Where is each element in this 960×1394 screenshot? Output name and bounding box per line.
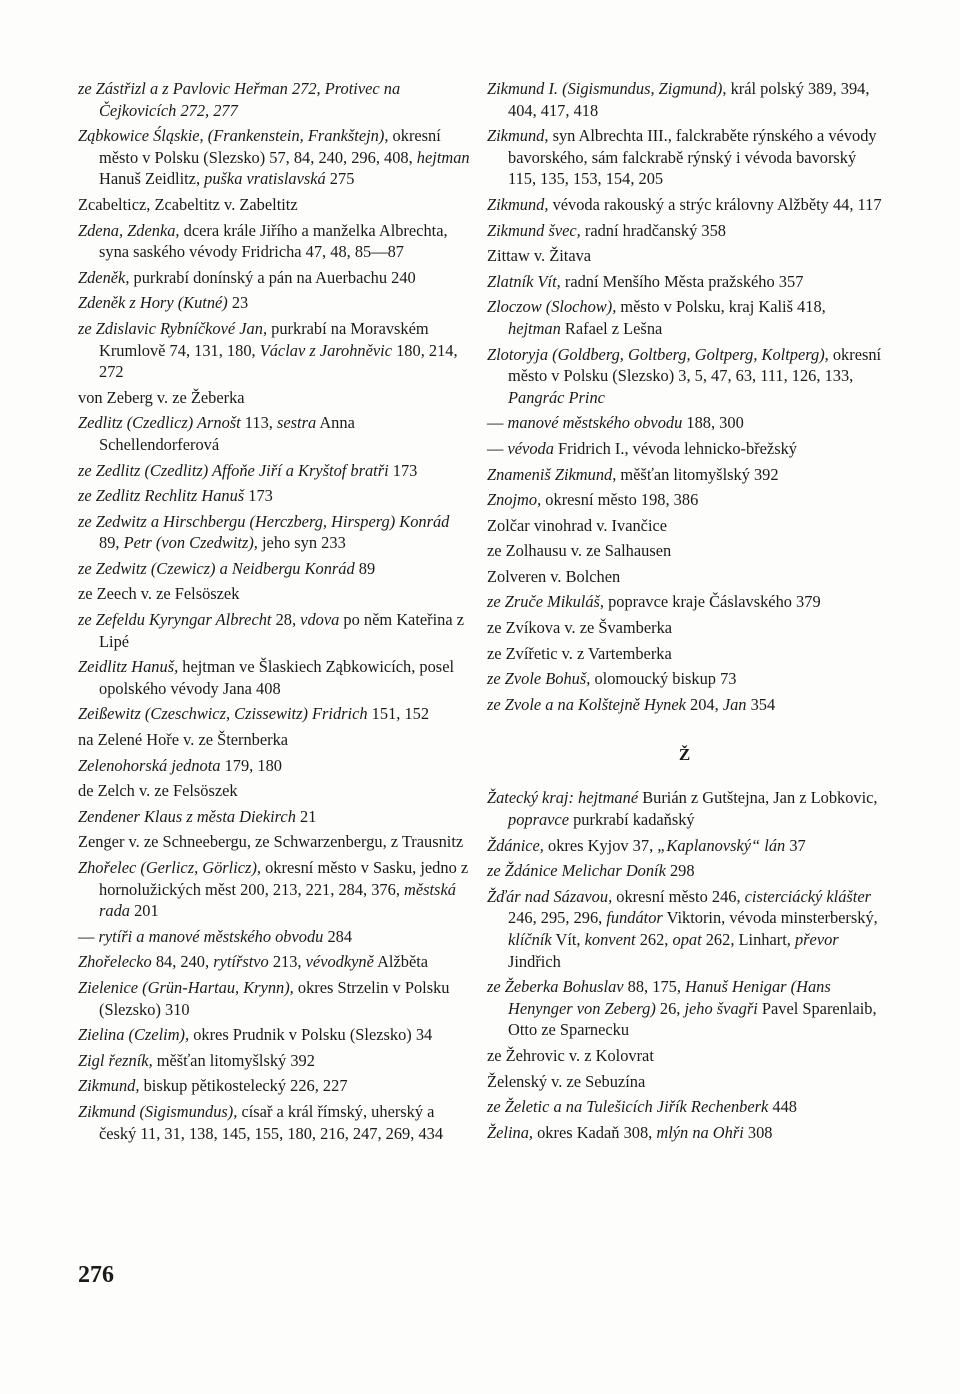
entry-italic-text: manové městského obvodu xyxy=(507,413,683,433)
index-entry xyxy=(487,464,882,486)
entry-text: purkrabí donínský a pán na Auerbachu 240 xyxy=(129,267,416,287)
entry-text: biskup pětikostelecký 226, 227 xyxy=(139,1076,348,1096)
entry-italic-text: ze Ždánice Melichar Doník xyxy=(487,861,666,881)
entry-text: 308 xyxy=(743,1122,773,1142)
entry-italic-text: Zdeněk, xyxy=(78,267,130,287)
entry-italic-text: Zhořelecko xyxy=(78,952,152,972)
index-entry xyxy=(487,860,882,882)
entry-text: 179, 180 xyxy=(220,755,282,775)
entry-italic-text: opat xyxy=(672,930,702,949)
entry-text: — xyxy=(78,926,99,946)
entry-italic-text: Zhořelec (Gerlicz, Görlicz), xyxy=(78,858,261,877)
right-column-top-entries xyxy=(487,78,886,715)
entry-text: 151, 152 xyxy=(367,704,430,724)
index-entry xyxy=(78,1075,473,1097)
left-column xyxy=(78,78,473,1144)
entry-italic-text: převor xyxy=(794,930,839,949)
entry-text: okres Prudnik v Polsku (Slezsko) 34 xyxy=(189,1025,433,1045)
entry-italic-text: Zigl řezník, xyxy=(78,1050,153,1070)
entry-text: ze Zolhausu v. ze Salhausen xyxy=(487,541,672,561)
entry-italic-text: vdova xyxy=(300,610,340,630)
index-entry xyxy=(78,780,473,802)
entry-text: 89, xyxy=(99,511,454,553)
entry-italic-text: Zloczow (Slochow), xyxy=(487,297,617,317)
index-entry xyxy=(487,296,882,339)
entry-text: 284 xyxy=(323,926,353,946)
entry-italic-text: klíčník xyxy=(508,930,552,949)
entry-text: měšťan litomyšlský 392 xyxy=(616,464,779,484)
entry-text: Pavel Sparenlaib, Otto ze Sparnecku xyxy=(508,998,881,1040)
entry-text: král polský 389, 394, 404, 417, 418 xyxy=(508,79,874,120)
entry-text: Rafael z Lešna xyxy=(560,318,663,338)
entry-text: jeho syn 233 xyxy=(257,533,346,553)
index-entry xyxy=(78,412,473,455)
entry-text: okres Kadaň 308, xyxy=(533,1122,657,1142)
index-entry xyxy=(487,1071,882,1093)
entry-text: Zittaw v. Žitava xyxy=(487,246,592,266)
entry-italic-text: konvent xyxy=(584,930,636,949)
entry-text: purkrabí kadaňský xyxy=(569,810,695,830)
entry-text: dcera krále Jiřího a manželka Albrechta, syna saského vévody Fridricha 47, 48, 85—87 xyxy=(99,220,452,262)
index-entry xyxy=(487,617,882,639)
entry-text: de Zelch v. ze Felsöszek xyxy=(78,781,238,801)
entry-italic-text: Zeißewitz (Czeschwicz, Czissewitz) Fridrich xyxy=(78,704,368,724)
entry-italic-text: Znojmo, xyxy=(487,490,542,510)
entry-italic-text: Václav z Jarohněvic xyxy=(259,340,393,360)
entry-italic-text: Zendener Klaus z města Diekirch xyxy=(78,806,296,826)
entry-italic-text: Zelenohorská jednota xyxy=(78,755,221,775)
index-entry xyxy=(487,1045,882,1067)
entry-text: okresní město 198, 386 xyxy=(541,490,699,510)
index-entry xyxy=(78,831,473,853)
entry-text: ze Zvíkova v. ze Švamberka xyxy=(487,618,673,638)
entry-text: 246, 295, 296, xyxy=(508,886,876,928)
entry-text: purkrabí na Moravském Krumlově 74, 131, 180, xyxy=(99,318,433,360)
entry-italic-text: rytířstvo xyxy=(213,952,269,972)
entry-italic-text: Zeidlitz Hanuš, xyxy=(78,657,179,677)
entry-italic-text: Zielina (Czelim), xyxy=(78,1025,190,1045)
index-entry xyxy=(487,220,882,242)
right-column xyxy=(487,78,886,1143)
entry-text: okres Kyjov 37, xyxy=(543,835,658,855)
entry-text: císař a král římský, uherský a český 11, 31, 138, 145, 155, 180, 216, 247, 269, 434 xyxy=(99,1101,444,1143)
index-entry xyxy=(487,886,882,972)
entry-italic-text: ze Želetic a na Tulešicích Jiřík Rechenberk xyxy=(487,1097,769,1117)
entry-text: Hanuš Zeidlitz, xyxy=(99,147,474,189)
entry-italic-text: Zdena, Zdenka, xyxy=(78,220,180,240)
index-entry xyxy=(487,515,882,537)
index-entry xyxy=(78,220,473,263)
entry-italic-text: ze Zdislavic Rybníčkové Jan, xyxy=(78,318,268,338)
entry-italic-text: Znameniš Zikmund, xyxy=(487,464,617,484)
index-entry xyxy=(487,438,882,460)
entry-text: syn Albrechta III., falckraběte rýnského a vévody bavorského, sám falckrabě rýnský i vévoda bavorský 115, 135, 153, 154, 205 xyxy=(508,126,881,189)
entry-text: okres Strzelin v Polsku (Slezsko) 310 xyxy=(99,977,454,1019)
entry-text: hejtman ve Šlaskiech Ząbkowicích, posel opolského vévody Jana 408 xyxy=(99,657,459,698)
index-entry xyxy=(487,591,882,613)
entry-italic-text: Zikmund, xyxy=(78,1076,140,1096)
index-entry xyxy=(487,125,882,190)
entry-italic-text: ze Zedwitz a Hirschbergu (Herczberg, Hirsperg) Konrád xyxy=(78,511,450,531)
index-entry xyxy=(487,194,882,216)
entry-text: okresní město v Sasku, jedno z hornolužických měst 200, 213, 221, 284, 376, xyxy=(99,858,473,899)
index-entry xyxy=(78,194,473,216)
entry-text: 21 xyxy=(295,806,317,826)
index-entry xyxy=(78,609,473,652)
entry-italic-text: vévoda xyxy=(507,438,554,458)
entry-italic-text: Zikmund (Sigismundus), xyxy=(78,1101,238,1121)
index-entry xyxy=(78,951,473,973)
index-entry xyxy=(78,78,473,121)
index-entry xyxy=(78,977,473,1020)
entry-text: okresní město 246, xyxy=(612,886,745,906)
entry-italic-text: Ząbkowice Śląskie, (Frankenstein, Frankštejn), xyxy=(78,126,389,146)
entry-italic-text: Žatecký kraj: hejtmané xyxy=(487,788,639,808)
entry-text: Alžběta xyxy=(373,952,429,972)
entry-italic-text: Hanuš Henigar (Hans Henynger von Zeberg) xyxy=(508,977,835,1018)
entry-italic-text: popravce xyxy=(508,810,569,830)
index-entry xyxy=(487,976,882,1041)
entry-text: měšťan litomyšlský 392 xyxy=(152,1050,315,1070)
entry-italic-text: Ždánice, xyxy=(487,835,544,855)
index-entry xyxy=(487,643,882,665)
entry-text: 28, xyxy=(271,610,301,630)
entry-text: Fridrich I., vévoda lehnicko-břežský xyxy=(553,438,797,458)
index-entry xyxy=(487,412,882,434)
entry-text: Anna Schellendorferová xyxy=(99,413,359,454)
entry-italic-text: hejtman xyxy=(508,318,561,338)
index-entry xyxy=(487,668,882,690)
entry-text: olomoucký biskup 73 xyxy=(590,669,737,689)
index-entry xyxy=(78,318,473,383)
entry-text: von Zeberg v. ze Žeberka xyxy=(78,387,245,407)
right-column-bottom-entries xyxy=(487,787,882,1143)
index-entry xyxy=(78,926,473,948)
entry-italic-text: Jan xyxy=(722,694,747,714)
index-entry xyxy=(487,787,882,830)
entry-italic-text: mlýn na Ohři xyxy=(656,1122,744,1142)
entry-italic-text: „Kaplanovský“ lán xyxy=(657,835,786,855)
entry-italic-text: cisterciácký klášter xyxy=(744,886,872,906)
entry-text: 201 xyxy=(129,901,159,921)
index-entry xyxy=(78,511,473,554)
entry-italic-text: ze Zvole a na Kolštejně Hynek xyxy=(487,694,686,714)
entry-text: 88, 175, xyxy=(623,977,686,997)
index-entry xyxy=(487,694,882,716)
index-entry xyxy=(487,566,882,588)
entry-italic-text: vévodkyně xyxy=(305,952,374,972)
entry-text: popravce kraje Čáslavského 379 xyxy=(604,592,821,612)
entry-text: 23 xyxy=(227,293,249,313)
entry-text: 204, xyxy=(685,694,723,714)
index-entry xyxy=(78,583,473,605)
entry-text: 448 xyxy=(768,1097,797,1117)
entry-text: — xyxy=(487,413,508,433)
index-entry xyxy=(78,292,473,314)
entry-text: okresní město v Polsku (Slezsko) 3, 5, 47, 63, 111, 126, 133, xyxy=(508,344,886,386)
entry-text: 173 xyxy=(244,486,273,506)
entry-text: radní Menšího Města pražského 357 xyxy=(560,271,804,291)
entry-italic-text: Žďár nad Sázavou, xyxy=(487,886,613,906)
section-letter-heading: Ž xyxy=(678,745,691,765)
entry-text: Zcabelticz, Zcabeltitz v. Zabeltitz xyxy=(78,194,298,214)
entry-italic-text: městská rada xyxy=(99,879,461,921)
entry-italic-text: Pangrác Princ xyxy=(508,387,605,407)
entry-text: na Zelené Hoře v. ze Šternberka xyxy=(78,730,289,750)
page-number: 276 xyxy=(78,1262,114,1288)
entry-text: 275 xyxy=(325,169,355,189)
index-entry xyxy=(487,835,882,857)
entry-text: 354 xyxy=(746,694,776,714)
entry-italic-text: Želina, xyxy=(487,1122,533,1142)
entry-text: 262, xyxy=(635,930,673,949)
entry-text: 298 xyxy=(665,861,695,881)
entry-italic-text: ze Zefeldu Kyryngar Albrecht xyxy=(78,610,272,630)
entry-italic-text: sestra xyxy=(276,413,317,433)
index-entry xyxy=(78,387,473,409)
entry-text: 188, 300 xyxy=(682,413,744,433)
entry-italic-text: Zdeněk z Hory (Kutné) xyxy=(78,293,228,313)
entry-text: vévoda rakouský a strýc královny Alžběty 44, 117 xyxy=(548,194,882,214)
entry-text: 262, Linhart, xyxy=(701,930,795,949)
entry-text: Viktorin, vévoda minsterberský, xyxy=(662,908,882,928)
index-entry xyxy=(78,1101,473,1144)
entry-italic-text: Zikmund I. (Sigismundus, Zigmund), xyxy=(487,79,727,98)
entry-text: ze Žehrovic v. z Kolovrat xyxy=(487,1045,654,1065)
index-entry xyxy=(78,703,473,725)
entry-italic-text: Zikmund švec, xyxy=(487,220,581,240)
index-entry xyxy=(487,344,886,409)
index-entry xyxy=(78,806,473,828)
entry-italic-text: ze Zástřizl a z Pavlovic Heřman 272, Protivec na Čejkovicích 272, 277 xyxy=(78,79,405,120)
entry-text: 37 xyxy=(785,835,806,855)
entry-text: Zolveren v. Bolchen xyxy=(487,566,621,586)
index-entry xyxy=(78,729,473,751)
index-entry xyxy=(78,857,473,922)
entry-italic-text: Zlotoryja (Goldberg, Goltberg, Goltperg, Koltperg), xyxy=(487,344,829,364)
index-entry xyxy=(78,755,473,777)
entry-text: město v Polsku, kraj Kališ 418, xyxy=(616,297,830,317)
index-entry xyxy=(487,540,882,562)
entry-italic-text: ze Zedlitz Rechlitz Hanuš xyxy=(78,486,245,506)
entry-italic-text: ze Žeberka Bohuslav xyxy=(487,977,624,997)
index-entry xyxy=(78,125,473,190)
index-entry xyxy=(487,1122,882,1144)
entry-italic-text: Zikmund, xyxy=(487,194,549,214)
index-entry xyxy=(487,489,882,511)
entry-text: ze Zeech v. ze Felsöszek xyxy=(78,584,240,604)
entry-italic-text: Zedlitz (Czedlicz) Arnošt xyxy=(78,413,241,433)
entry-italic-text: Petr (von Czedwitz), xyxy=(123,533,258,553)
entry-italic-text: ze Zruče Mikuláš, xyxy=(487,592,604,612)
entry-text: Zolčar vinohrad v. Ivančice xyxy=(487,515,668,535)
index-entry xyxy=(487,78,882,121)
entry-text: ze Zvířetic v. z Vartemberka xyxy=(487,643,672,663)
entry-italic-text: puška vratislavská xyxy=(204,169,326,189)
entry-italic-text: fundátor xyxy=(606,908,663,928)
entry-text: 180, 214, 272 xyxy=(99,340,462,382)
entry-italic-text: jeho švagři xyxy=(684,998,758,1018)
index-entry xyxy=(78,558,473,580)
entry-text: 213, xyxy=(268,952,306,972)
entry-text: Vít, xyxy=(551,930,585,949)
entry-text: Želenský v. ze Sebuzína xyxy=(487,1071,646,1091)
entry-text: Zenger v. ze Schneebergu, ze Schwarzenbergu, z Trausnitz xyxy=(78,832,464,852)
index-entry xyxy=(78,267,473,289)
entry-text: Jindřich xyxy=(508,930,843,971)
entry-text: Burián z Gutštejna, Jan z Lobkovic, xyxy=(638,788,882,808)
entry-italic-text: Zlatník Vít, xyxy=(487,271,561,291)
entry-italic-text: ze Zvole Bohuš, xyxy=(487,669,591,689)
index-entry xyxy=(78,460,473,482)
entry-text: okresní město v Polsku (Slezsko) 57, 84, 240, 296, 408, xyxy=(99,126,445,167)
entry-italic-text: Zielenice (Grün-Hartau, Krynn), xyxy=(78,977,294,997)
entry-italic-text: Zikmund, xyxy=(487,126,549,146)
entry-italic-text: ze Zedlitz (Czedlitz) Affoňe Jiří a Kryštof bratři xyxy=(78,460,389,480)
entry-italic-text: hejtman xyxy=(416,147,470,167)
entry-text: 173 xyxy=(388,460,418,480)
index-entry xyxy=(78,656,473,699)
entry-italic-text: ze Zedwitz (Czewicz) a Neidbergu Konrád xyxy=(78,558,355,578)
index-entry xyxy=(487,271,882,293)
index-entry xyxy=(487,1096,882,1118)
index-entry xyxy=(78,1024,473,1046)
entry-italic-text: rytíři a manové městského obvodu xyxy=(98,926,324,946)
entry-text: 113, xyxy=(240,413,277,433)
entry-text: 84, 240, xyxy=(151,952,214,972)
index-entry xyxy=(78,485,473,507)
entry-text: — xyxy=(487,438,508,458)
index-entry xyxy=(487,245,882,267)
entry-text: 26, xyxy=(655,998,685,1018)
index-entry xyxy=(78,1050,473,1072)
entry-text: radní hradčanský 358 xyxy=(580,220,726,240)
entry-text: po něm Kateřina z Lipé xyxy=(99,610,469,651)
entry-text: 89 xyxy=(354,558,376,578)
